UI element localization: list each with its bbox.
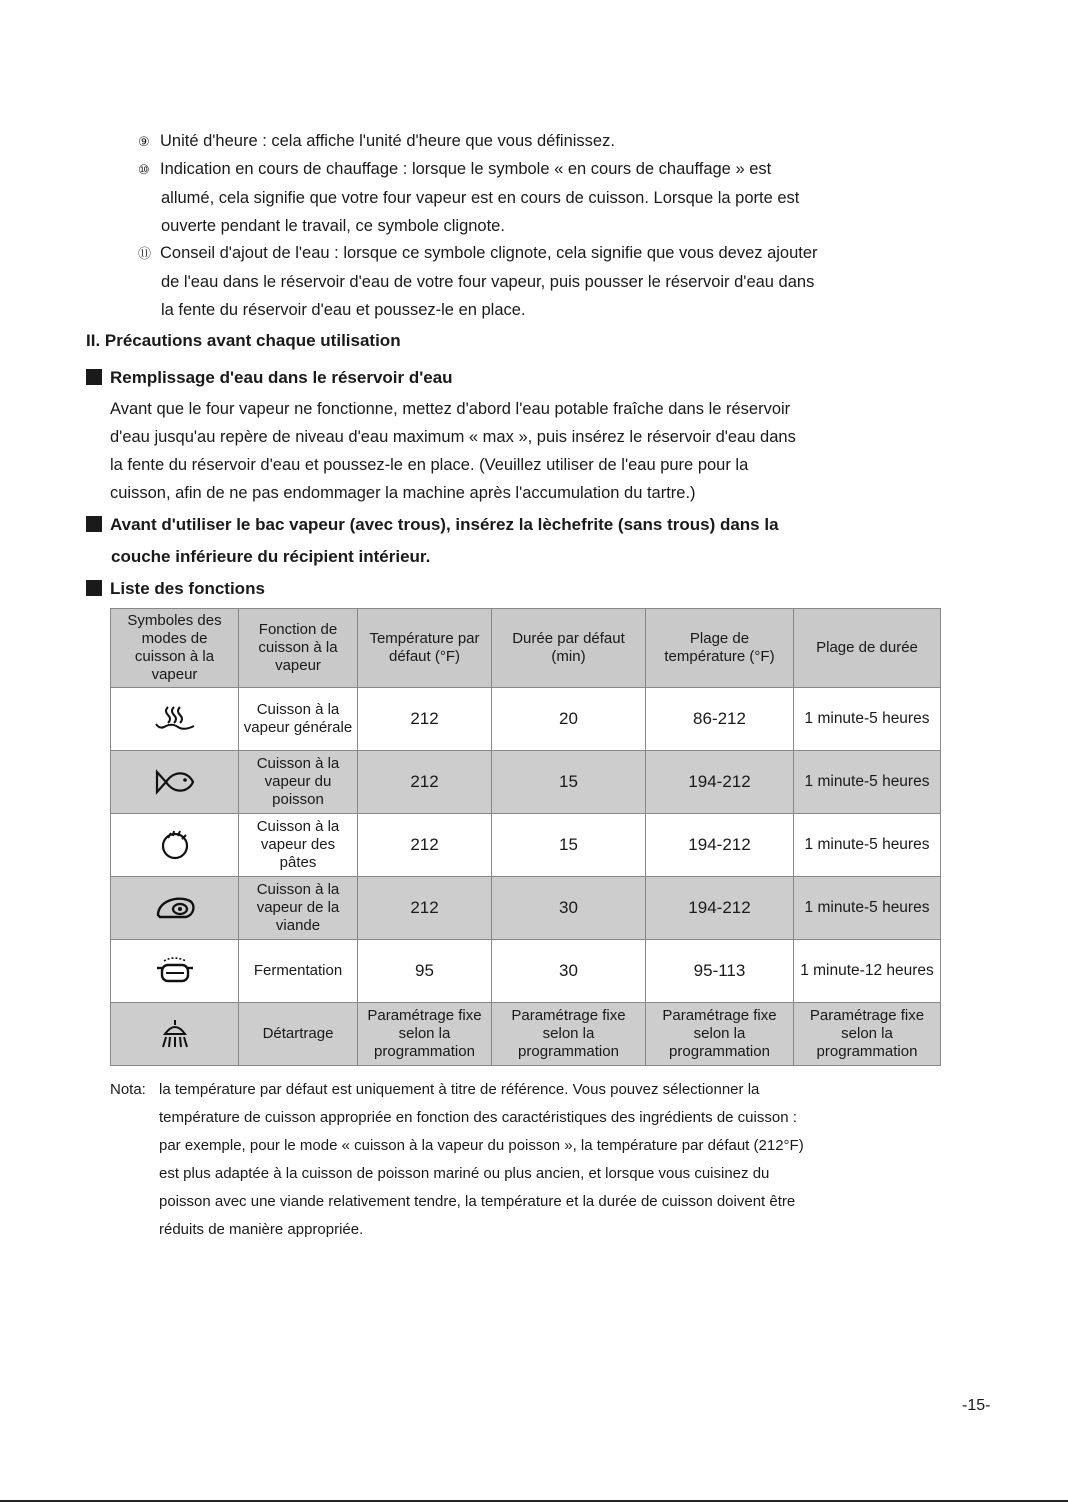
- default-temp-cell: 212: [358, 877, 492, 940]
- item-text: Indication en cours de chauffage : lorsque le symbole « en cours de chauffage » est: [160, 160, 772, 178]
- fish-icon: [111, 751, 239, 814]
- temp-range-cell: 86-212: [646, 688, 794, 751]
- default-duration-cell: 30: [492, 877, 646, 940]
- square-bullet-icon: [86, 580, 102, 596]
- paragraph-line: Avant que le four vapeur ne fonctionne, mettez d'abord l'eau potable fraîche dans le réservoir: [110, 400, 791, 418]
- item-text-cont: allumé, cela signifie que votre four vapeur est en cours de cuisson. Lorsque la porte est: [161, 189, 800, 207]
- duration-range-cell: 1 minute-5 heures: [794, 688, 941, 751]
- table-row: [111, 751, 941, 814]
- meat-icon: [111, 877, 239, 940]
- page-number: -15-: [962, 1397, 991, 1414]
- square-bullet-icon: [86, 516, 102, 532]
- col-header: Fonction de cuisson à la vapeur: [239, 609, 358, 688]
- table-row: [111, 940, 941, 1003]
- table-row: [111, 814, 941, 877]
- note-line: par exemple, pour le mode « cuisson à la vapeur du poisson », la température par défaut (212°F): [159, 1137, 804, 1154]
- temp-range-cell: 194-212: [646, 751, 794, 814]
- note-line: poisson avec une viande relativement tendre, la température et la durée de cuisson doivent être: [159, 1193, 796, 1210]
- item-number: ⑨: [138, 134, 150, 149]
- bullet-heading-text: Liste des fonctions: [110, 579, 265, 598]
- function-cell: Cuisson à la vapeur générale: [239, 688, 358, 751]
- bullet-heading-functions: [86, 573, 265, 605]
- function-cell: Détartrage: [239, 1003, 358, 1066]
- temp-range-cell: 95-113: [646, 940, 794, 1003]
- default-duration-cell: Paramétrage fixe selon la programmation: [492, 1003, 646, 1066]
- duration-range-cell: 1 minute-5 heures: [794, 751, 941, 814]
- paragraph-line: cuisson, afin de ne pas endommager la machine après l'accumulation du tartre.): [110, 484, 696, 502]
- note-line: est plus adaptée à la cuisson de poisson mariné ou plus ancien, et lorsque vous cuisinez du: [159, 1165, 770, 1182]
- note-line: réduits de manière appropriée.: [159, 1221, 364, 1238]
- steam-icon: [111, 688, 239, 751]
- functions-table: [110, 608, 941, 1066]
- duration-range-cell: 1 minute-5 heures: [794, 814, 941, 877]
- water-fill-paragraph: [110, 395, 960, 507]
- fermentation-pot-icon: [111, 940, 239, 1003]
- descaling-shower-icon: [111, 1003, 239, 1066]
- col-header: Durée par défaut (min): [492, 609, 646, 688]
- function-cell: Cuisson à la vapeur de la viande: [239, 877, 358, 940]
- function-cell: Cuisson à la vapeur des pâtes: [239, 814, 358, 877]
- table-row: [111, 688, 941, 751]
- table-header-row: [111, 609, 941, 688]
- dumpling-icon: [111, 814, 239, 877]
- bullet-heading-tray: [86, 509, 779, 573]
- item-water-refill: [138, 239, 968, 324]
- col-header: Symboles des modes de cuisson à la vapeur: [111, 609, 239, 688]
- function-cell: Cuisson à la vapeur du poisson: [239, 751, 358, 814]
- default-temp-cell: 212: [358, 688, 492, 751]
- paragraph-line: d'eau jusqu'au repère de niveau d'eau maximum « max », puis insérez le réservoir d'eau dans: [110, 428, 796, 446]
- table-row: [111, 1003, 941, 1066]
- duration-range-cell: 1 minute-12 heures: [794, 940, 941, 1003]
- default-duration-cell: 30: [492, 940, 646, 1003]
- square-bullet-icon: [86, 369, 102, 385]
- default-temp-cell: 95: [358, 940, 492, 1003]
- default-duration-cell: 15: [492, 751, 646, 814]
- bottom-divider: [0, 1500, 1068, 1502]
- note-line: la température par défaut est uniquement à titre de référence. Vous pouvez sélectionner la: [159, 1081, 760, 1098]
- default-duration-cell: 15: [492, 814, 646, 877]
- bullet-heading-water: [86, 362, 453, 394]
- item-number: ⑩: [138, 162, 150, 177]
- note-line: température de cuisson appropriée en fonction des caractéristiques des ingrédients de cuisson :: [159, 1109, 797, 1126]
- default-temp-cell: 212: [358, 751, 492, 814]
- item-number: ⑪: [138, 246, 152, 261]
- temp-range-cell: 194-212: [646, 814, 794, 877]
- item-text: Unité d'heure : cela affiche l'unité d'heure que vous définissez.: [160, 132, 615, 150]
- bullet-heading-text-cont: couche inférieure du récipient intérieur.: [111, 547, 431, 566]
- note-label: Nota:: [110, 1081, 146, 1098]
- col-header: Plage de durée: [794, 609, 941, 688]
- item-text-cont: la fente du réservoir d'eau et poussez-le en place.: [161, 301, 526, 319]
- default-temp-cell: Paramétrage fixe selon la programmation: [358, 1003, 492, 1066]
- note-text: [159, 1076, 959, 1244]
- function-cell: Fermentation: [239, 940, 358, 1003]
- col-header: Plage de température (°F): [646, 609, 794, 688]
- item-text: Conseil d'ajout de l'eau : lorsque ce symbole clignote, cela signifie que vous devez ajouter: [160, 244, 818, 262]
- duration-range-cell: 1 minute-5 heures: [794, 877, 941, 940]
- item-heating-indicator: [138, 155, 968, 240]
- default-duration-cell: 20: [492, 688, 646, 751]
- temp-range-cell: Paramétrage fixe selon la programmation: [646, 1003, 794, 1066]
- default-temp-cell: 212: [358, 814, 492, 877]
- item-text-cont: de l'eau dans le réservoir d'eau de votre four vapeur, puis pousser le réservoir d'eau dans: [161, 273, 815, 291]
- paragraph-line: la fente du réservoir d'eau et poussez-le en place. (Veuillez utiliser de l'eau pure pour la: [110, 456, 749, 474]
- col-header: Température par défaut (°F): [358, 609, 492, 688]
- bullet-heading-text: Avant d'utiliser le bac vapeur (avec trous), insérez la lèchefrite (sans trous) dans la: [110, 515, 779, 534]
- bullet-heading-text: Remplissage d'eau dans le réservoir d'eau: [110, 368, 453, 387]
- temp-range-cell: 194-212: [646, 877, 794, 940]
- table-row: [111, 877, 941, 940]
- duration-range-cell: Paramétrage fixe selon la programmation: [794, 1003, 941, 1066]
- item-text-cont: ouverte pendant le travail, ce symbole clignote.: [161, 217, 505, 235]
- section-title: II. Précautions avant chaque utilisation: [86, 331, 401, 350]
- item-hour-unit: [138, 127, 968, 156]
